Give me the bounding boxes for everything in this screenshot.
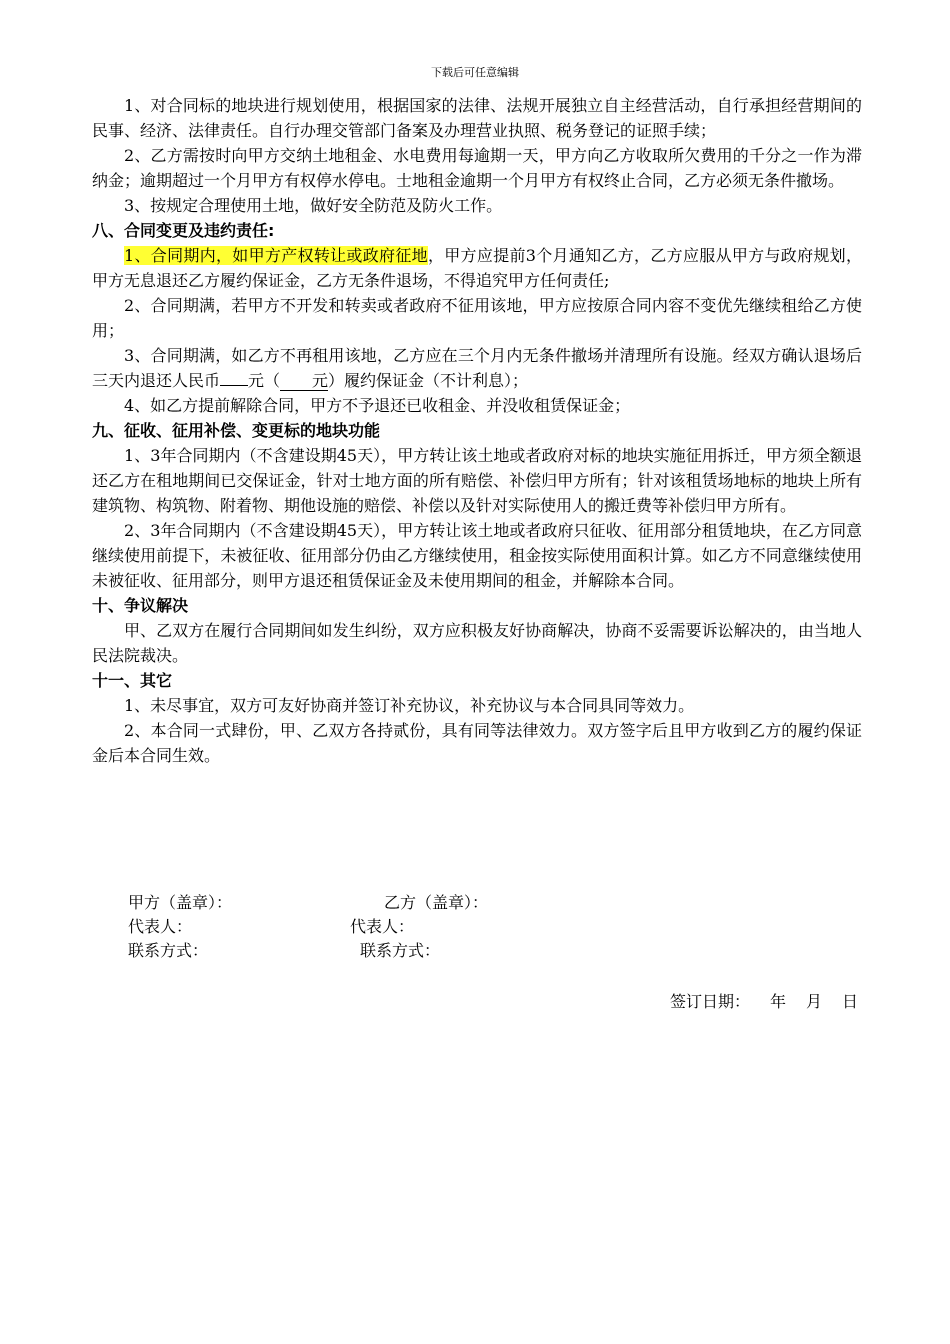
clause-9-1: 1、3年合同期内（不含建设期45天），甲方转让该土地或者政府对标的地块实施征用拆迁，甲方须全额退还乙方在租地期间已交保证金，针对士地方面的所有赔偿、补偿归甲方所有；针对该租赁场地标的地块上所有建筑物、构筑物、附着物、期他设施的赔偿、补偿以及针对实际使用人的搬迁费等补偿归甲方所有。 xyxy=(92,446,862,515)
party-a-seal: 甲方（盖章）： xyxy=(128,893,233,912)
clause-7-3: 3、按规定合理使用土地，做好安全防范及防火工作。 xyxy=(124,196,503,215)
party-b-contact: 联系方式： xyxy=(360,941,441,960)
date-month: 月 xyxy=(805,992,822,1011)
date-day: 日 xyxy=(841,992,858,1011)
amount-upper-blank: 元 xyxy=(280,372,328,391)
section-10-title: 十、争议解决 xyxy=(92,596,189,615)
clause-8-3-text-b: 元（ xyxy=(248,371,281,390)
party-b-seal: 乙方（盖章）： xyxy=(384,893,489,912)
clause-8-3-text-a: 3、合同期满，如乙方不再租用该地，乙方应在三个月内无条件撤场并清理所有设施。经双方确认退场后三天内退还人民币 xyxy=(92,346,862,390)
party-b-representative: 代表人： xyxy=(350,917,415,936)
clause-8-4: 4、如乙方提前解除合同，甲方不予退还已收租金、并没收租赁保证金； xyxy=(124,396,631,415)
contract-body xyxy=(92,93,862,768)
section-8-title: 八、合同变更及违约责任: xyxy=(92,221,275,240)
section-11-title: 十一、其它 xyxy=(92,671,173,690)
clause-8-3 xyxy=(92,343,862,393)
party-a-representative: 代表人： xyxy=(128,917,193,936)
clause-10-1: 甲、乙双方在履行合同期间如发生纠纷，双方应积极友好协商解决，协商不妥需要诉讼解决的，由当地人民法院裁决。 xyxy=(92,621,862,665)
clause-8-3-text-d: ）履约保证金（不计利息）； xyxy=(328,371,529,390)
highlighted-text: 1、合同期内，如甲方产权转让或政府征地 xyxy=(124,246,428,265)
clause-7-2: 2、乙方需按时向甲方交纳土地租金、水电费用每逾期一天，甲方向乙方收取所欠费用的千分之一作为滞纳金；逾期超过一个月甲方有权停水停电。士地租金逾期一个月甲方有权终止合同，乙方必须无条件撤场。 xyxy=(92,146,862,190)
amount-blank xyxy=(220,385,248,386)
clause-8-1 xyxy=(92,243,862,293)
date-label: 签订日期： xyxy=(669,992,750,1011)
clause-8-1-rest: ，甲方应提前3个月通知乙方，乙方应服从甲方与政府规划，甲方无息退还乙方履约保证金，乙方无条件退场，不得追究甲方任何责任; xyxy=(92,246,862,290)
page-header: 下载后可任意编辑 xyxy=(431,66,519,79)
clause-11-2: 2、本合同一式肆份，甲、乙双方各持贰份，具有同等法律效力。双方签字后且甲方收到乙方的履约保证金后本合同生效。 xyxy=(92,721,862,765)
clause-8-2: 2、合同期满，若甲方不开发和转卖或者政府不征用该地，甲方应按原合同内容不变优先继续租给乙方使用； xyxy=(92,296,862,340)
section-9-title: 九、征收、征用补偿、变更标的地块功能 xyxy=(92,421,381,440)
signing-date xyxy=(670,991,858,1013)
clause-9-2: 2、3年合同期内（不含建设期45天），甲方转让该土地或者政府只征收、征用部分租赁地块，在乙方同意继续使用前提下，未被征收、征用部分仍由乙方继续使用，租金按实际使用面积计算。如乙方不同意继续使用未被征收、征用部分，则甲方退还租赁保证金及未使用期间的租金，并解除本合同。 xyxy=(92,521,862,590)
date-year: 年 xyxy=(769,992,786,1011)
clause-11-1: 1、未尽事宜，双方可友好协商并签订补充协议，补充协议与本合同具同等效力。 xyxy=(124,696,695,715)
clause-7-1: 1、对合同标的地块进行规划使用，根据国家的法律、法规开展独立自主经营活动，自行承担经营期间的民事、经济、法律责任。自行办理交管部门备案及办理营业执照、税务登记的证照手续； xyxy=(92,96,862,140)
party-a-contact: 联系方式： xyxy=(128,941,209,960)
